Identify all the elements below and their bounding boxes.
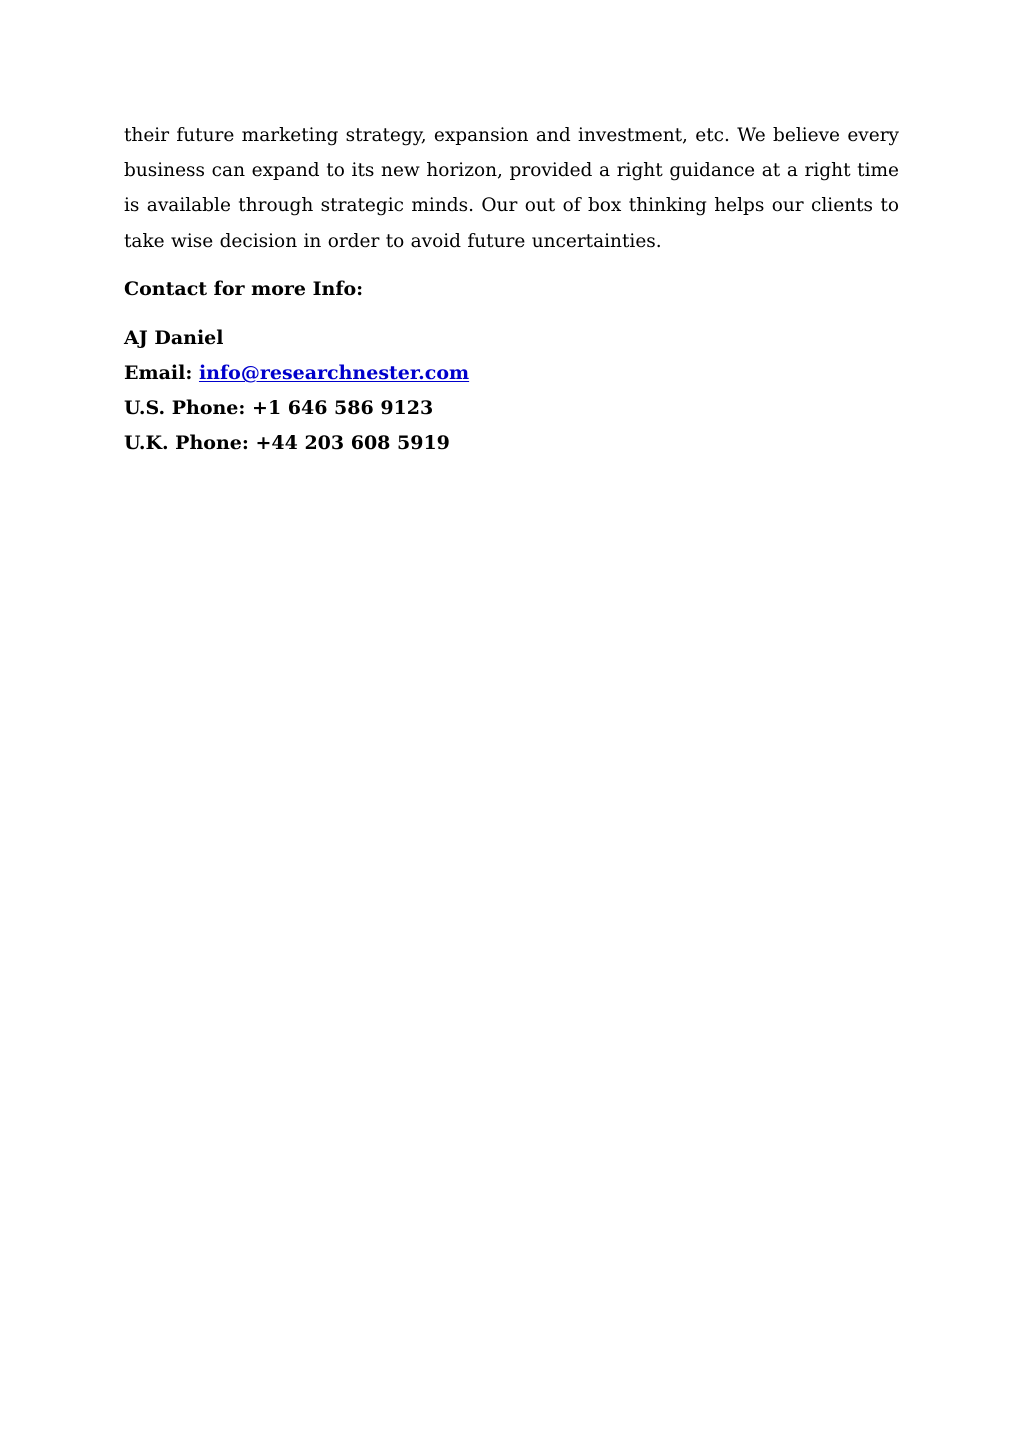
page-content	[124, 118, 899, 462]
contact-email-line	[124, 356, 899, 391]
email-label: Email:	[124, 362, 199, 385]
body-paragraph: their future marketing strategy, expansion and investment, etc. We believe every business can expand to its new horizon, provided a right guidance at a right time is available through strategic minds. Our out of box thinking helps our clients to take wise decision in order to avoid future uncertainties.	[124, 125, 899, 252]
contact-name: AJ Daniel	[124, 326, 224, 349]
us-phone: U.S. Phone: +1 646 586 9123	[124, 397, 434, 420]
email-link[interactable]: info@researchnester.com	[198, 362, 470, 385]
contact-block	[124, 321, 899, 462]
contact-heading: Contact for more Info:	[124, 277, 364, 300]
uk-phone: U.K. Phone: +44 203 608 5919	[124, 432, 450, 455]
